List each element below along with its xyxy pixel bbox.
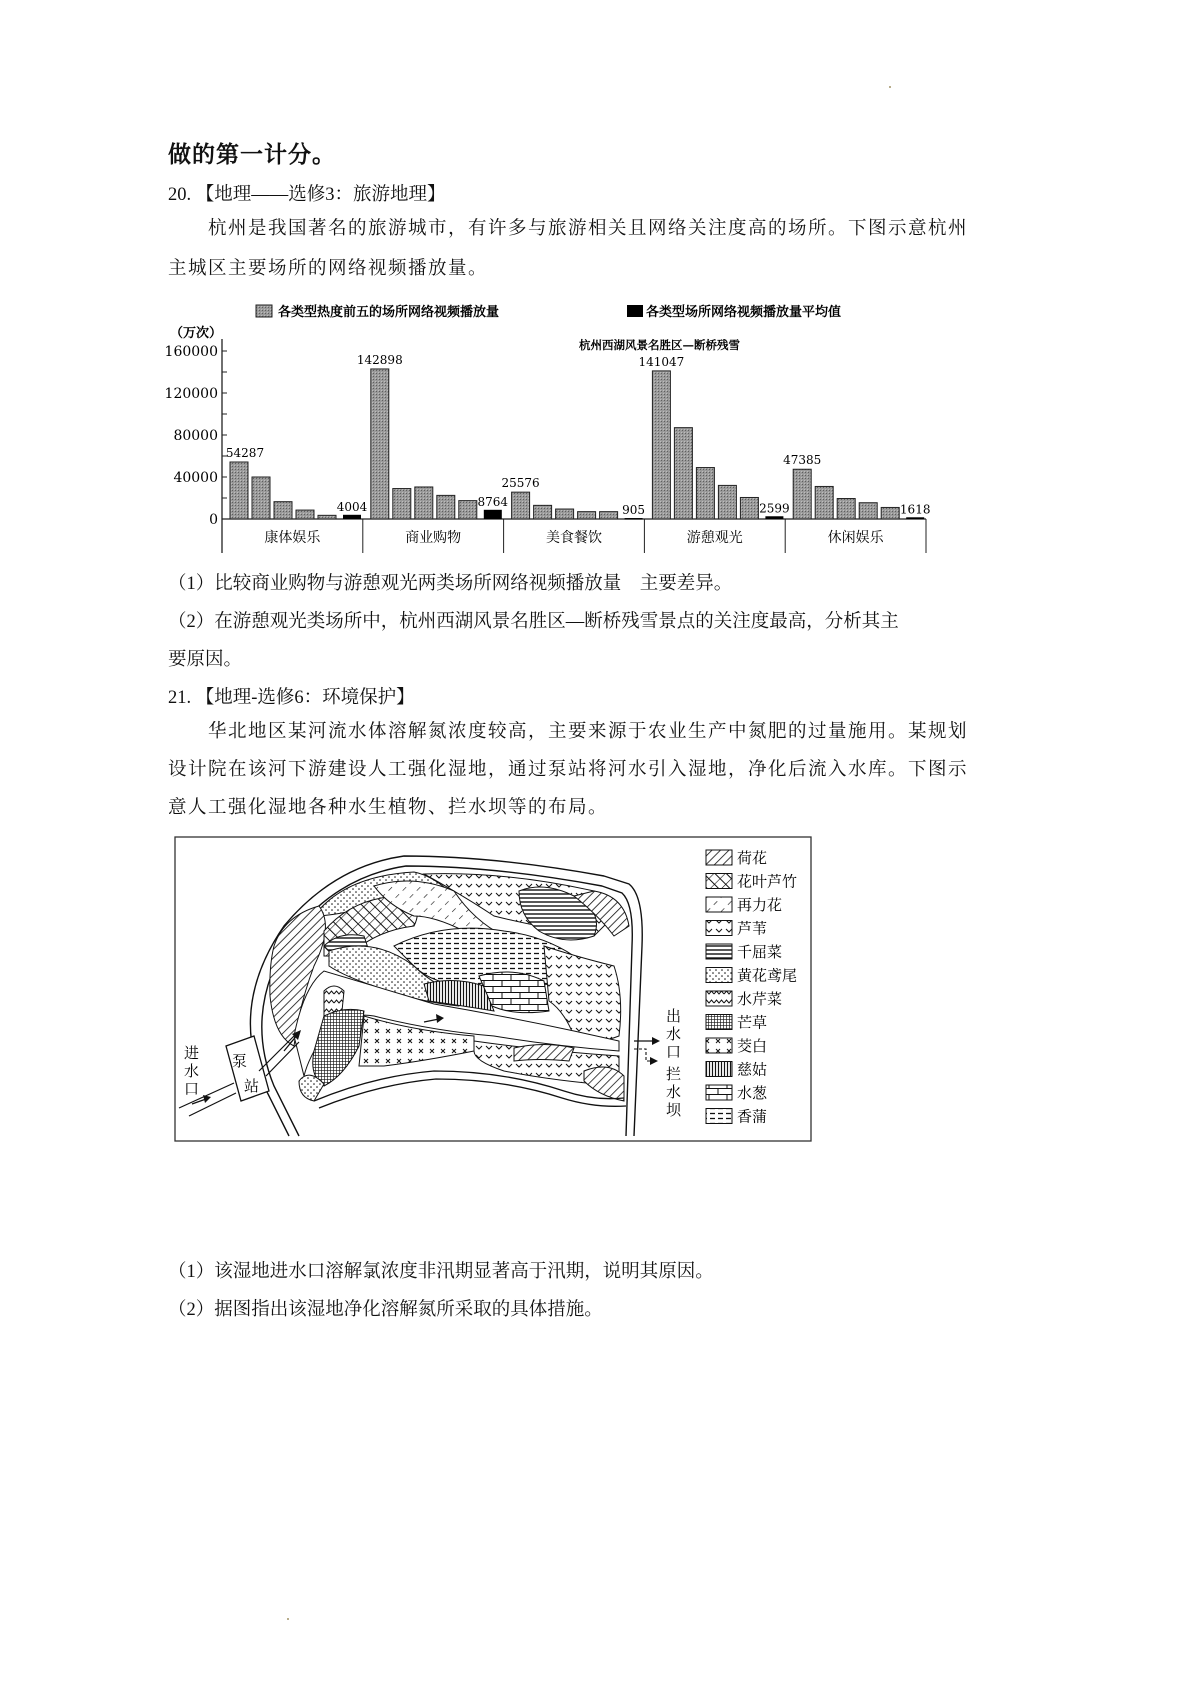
bar-top5	[371, 369, 389, 519]
bar-value-label: 25576	[501, 476, 540, 491]
bar-top5	[415, 487, 433, 519]
legend-swatch-crosses	[706, 1038, 732, 1053]
bar-value-label: 47385	[783, 453, 822, 468]
bar-top5	[296, 510, 314, 519]
bar-top5	[696, 468, 714, 519]
question-20-sub2-line1: （2）在游憩观光类场所中，杭州西湖风景名胜区—断桥残雪景点的关注度最高，分析其主	[168, 612, 899, 632]
average-value-label: 2599	[759, 501, 790, 516]
category-label: 美食餐饮	[546, 530, 602, 546]
outlet-label-1: 出	[666, 1007, 682, 1025]
bar-top5	[837, 499, 855, 519]
bar-top5	[881, 507, 899, 519]
bar-top5	[652, 371, 670, 519]
bar-value-label: 54287	[225, 445, 265, 460]
question-20-intro-line1: 杭州是我国著名的旅游城市，有许多与旅游相关且网络关注度高的场所。下图示意杭州	[208, 218, 969, 239]
question-20-sub1: （1）比较商业购物与游憩观光两类场所网络视频播放量 主要差异。	[168, 574, 733, 594]
bar-top5	[815, 486, 833, 519]
wetland-layout-map	[174, 836, 814, 1146]
legend-label: 黄花鸢尾	[737, 966, 798, 985]
outlet-label-2: 水	[666, 1025, 682, 1043]
bar-top5	[578, 512, 596, 519]
legend-label: 茭白	[737, 1037, 768, 1055]
y-axis-unit: （万次）	[170, 326, 223, 341]
y-tick-label: 120000	[164, 386, 218, 402]
bar-top5	[793, 469, 811, 519]
legend-swatch-h-dashes	[706, 1109, 732, 1124]
question-21-sub2: （2）据图指出该湿地净化溶解氮所采取的具体措施。	[168, 1300, 603, 1320]
average-value-label: 8764	[477, 494, 509, 509]
dam-label-3: 坝	[666, 1101, 682, 1119]
bar-average	[625, 518, 643, 520]
legend-label: 芦苇	[737, 919, 768, 938]
bar-top5	[674, 428, 692, 519]
inlet-label-3: 口	[184, 1080, 200, 1098]
legend-label: 荷花	[737, 849, 768, 867]
y-tick-label: 40000	[173, 470, 218, 486]
legend-label-top5: 各类型热度前五的场所网络视频播放量	[278, 305, 500, 320]
y-tick-label: 160000	[164, 344, 218, 360]
legend-swatch-h-lines	[706, 944, 732, 959]
page-heading: 做的第一计分。	[168, 142, 336, 168]
legend-swatch-waves	[706, 991, 732, 1006]
category-label: 商业购物	[405, 530, 462, 546]
bar-top5	[859, 503, 877, 519]
bar-top5	[556, 509, 574, 519]
bar-average	[765, 516, 783, 519]
dam-label-2: 水	[666, 1083, 682, 1101]
bar-average	[343, 515, 361, 519]
inlet-label-2: 水	[184, 1062, 200, 1080]
question-21-title: 21. 【地理-选修6：环境保护】	[168, 688, 415, 708]
question-20-intro-line2: 主城区主要场所的网络视频播放量。	[168, 258, 489, 279]
legend-label: 水葱	[737, 1084, 768, 1102]
legend-swatch-bricks	[706, 1085, 732, 1100]
legend-label: 芒草	[737, 1013, 768, 1032]
legend-label: 花叶芦竹	[737, 872, 798, 891]
scan-speck	[889, 86, 891, 88]
legend-swatch-top5	[256, 305, 272, 317]
bar-value-label: 141047	[638, 354, 685, 369]
category-label: 游憩观光	[686, 530, 743, 546]
bar-top5	[740, 497, 758, 519]
legend-swatch-diag-broken	[706, 874, 732, 889]
question-21-intro-line1: 华北地区某河流水体溶解氮浓度较高，主要来源于农业生产中氮肥的过量施用。某规划	[208, 721, 969, 742]
legend-label: 再力花	[737, 896, 783, 914]
legend-label-average: 各类型场所网络视频播放量平均值	[646, 305, 842, 320]
legend-label: 香蒲	[737, 1107, 768, 1126]
average-value-label: 905	[622, 503, 646, 518]
question-21-sub1: （1）该湿地进水口溶解氯浓度非汛期显著高于汛期，说明其原因。	[168, 1262, 714, 1282]
question-20-title: 20. 【地理——选修3：旅游地理】	[168, 185, 446, 205]
bar-average	[484, 510, 502, 519]
legend-label: 水芹菜	[737, 990, 783, 1008]
y-tick-label: 80000	[173, 428, 218, 444]
bar-top5	[600, 512, 618, 519]
bar-top5	[512, 492, 530, 519]
bar-top5	[718, 485, 736, 519]
average-value-label: 1618	[899, 502, 931, 517]
y-tick-label: 0	[209, 512, 218, 528]
dam-label-1: 拦	[666, 1065, 682, 1083]
bar-top5	[459, 501, 477, 519]
bar-top5	[230, 462, 248, 519]
bar-value-label: 142898	[356, 352, 403, 367]
inlet-label-1: 进	[184, 1044, 200, 1062]
question-21-intro-line2: 设计院在该河下游建设人工强化湿地，通过泵站将河水引入湿地，净化后流入水库。下图示	[168, 759, 969, 780]
question-21-intro-line3: 意人工强化湿地各种水生植物、拦水坝等的布局。	[168, 797, 609, 818]
pump-label-2: 站	[244, 1077, 260, 1095]
pump-label-1: 泵	[232, 1052, 248, 1070]
chart-legend	[256, 304, 841, 320]
legend-swatch-diag-fine	[706, 850, 732, 865]
legend-swatch-v-marks	[706, 921, 732, 936]
legend-swatch-diag-dash	[706, 897, 732, 912]
legend-swatch-grid	[706, 1015, 732, 1030]
legend-swatch-v-lines	[706, 1062, 732, 1077]
average-value-label: 4004	[336, 499, 368, 514]
annotation-duanqiao: 杭州西湖风景名胜区—断桥残雪	[579, 338, 740, 352]
video-plays-bar-chart	[160, 295, 940, 555]
bar-top5	[318, 515, 336, 519]
legend-label: 慈姑	[737, 1060, 768, 1079]
legend-label: 千屈菜	[737, 943, 783, 961]
legend-swatch-average	[627, 305, 643, 317]
zone-lotus-bottom	[514, 1045, 574, 1062]
bar-top5	[393, 489, 411, 519]
outlet-label-3: 口	[666, 1043, 682, 1061]
category-label: 康体娱乐	[264, 530, 321, 546]
legend-swatch-dots	[706, 968, 732, 983]
bar-average	[906, 517, 924, 519]
bar-top5	[534, 505, 552, 519]
question-20-sub2-line2: 要原因。	[168, 650, 243, 670]
bar-top5	[252, 477, 270, 519]
bar-top5	[437, 495, 455, 519]
scan-speck	[287, 1618, 289, 1620]
category-label: 休闲娱乐	[827, 530, 884, 546]
bar-top5	[274, 502, 292, 519]
